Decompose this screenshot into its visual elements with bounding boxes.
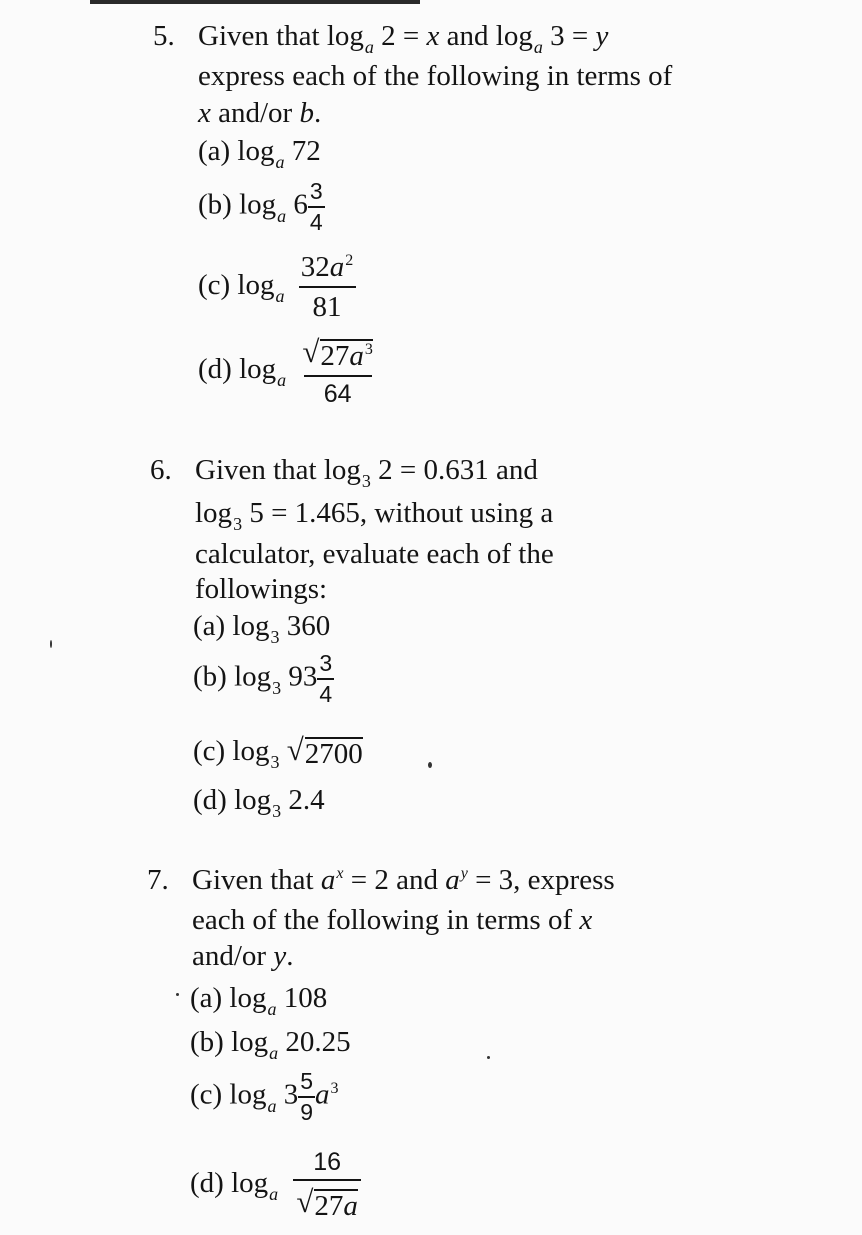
q6-item-d: (d) $\log_3 2.4$ <box>193 784 325 821</box>
q5-item-a: (a) $\log_a 72$ <box>198 135 321 172</box>
q5-line2: express each of the following in terms of <box>198 60 673 92</box>
q6-b-fraction: $\frac{3}{4}$ <box>319 650 333 707</box>
q6-c-radical: √ 2700 <box>286 732 363 770</box>
q7-line3: and/or y. <box>192 940 294 972</box>
q6-line1: Given that $\log_3 2 = 0.631$ and <box>195 454 538 491</box>
q7-line1: Given that $a^x = 2$ and $a^y = 3$, express <box>192 864 615 896</box>
q7-d-fraction: 16 √ 27a <box>293 1150 361 1221</box>
q5-d-radical: √ $27a^3$ <box>302 334 373 372</box>
q5-line1: Given that $\log_a 2 = x$ and $\log_a 3 = y$ <box>198 20 609 57</box>
q5-c-fraction: $\frac{32a^2}{81}$ <box>298 253 357 322</box>
q5-item-c: (c) $\log_a$ $\frac{32a^2}{81}$ <box>198 253 356 322</box>
q6-line3: calculator, evaluate each of the <box>195 538 554 570</box>
q7-item-d: (d) $\log_a$ 16 √ 27a <box>190 1150 361 1221</box>
q7-item-b: (b) $\log_a 20.25$ <box>190 1026 351 1063</box>
q5-line3: x and/or b. <box>198 97 322 129</box>
scan-speck <box>487 1056 490 1059</box>
q6-item-a: (a) $\log_3 360$ <box>193 610 331 647</box>
q7-d-radical: √ 27a <box>296 1184 358 1222</box>
q6-item-b: (b) $\log_3 93$ $\frac{3}{4}$ <box>193 650 333 707</box>
q5-number: 5. <box>153 20 175 52</box>
q7-item-c: (c) $\log_a 3$ $\frac{5}{9}$ $a^3$ <box>190 1068 339 1125</box>
q6-item-c: (c) $\log_3$ √ 2700 <box>193 732 363 772</box>
q6-line4: followings: <box>195 573 328 605</box>
scan-speck <box>50 640 52 648</box>
q7-c-fraction: $\frac{5}{9}$ <box>300 1068 314 1125</box>
q6-line2: $\log_3 5 = 1.465$, without using a <box>195 497 554 534</box>
q5-item-d: (d) $\log_a$ √ $27a^3$ 64 <box>198 336 376 407</box>
q5-item-b: (b) $\log_a 6$ $\frac{3}{4}$ <box>198 178 323 235</box>
q6-number: 6. <box>150 454 172 486</box>
sqrt-icon: √ <box>296 1184 314 1219</box>
top-rule <box>90 0 420 4</box>
q7-line2: each of the following in terms of x <box>192 904 593 936</box>
sqrt-icon: √ <box>302 334 320 369</box>
q5-d-fraction: √ $27a^3$ 64 <box>302 334 373 408</box>
q7-number: 7. <box>147 864 169 896</box>
scan-speck <box>428 762 432 768</box>
scan-speck <box>176 993 179 996</box>
sqrt-icon: √ <box>286 732 304 767</box>
q7-item-a: (a) $\log_a 108$ <box>190 982 328 1019</box>
q5-b-fraction: $\frac{3}{4}$ <box>309 178 323 235</box>
